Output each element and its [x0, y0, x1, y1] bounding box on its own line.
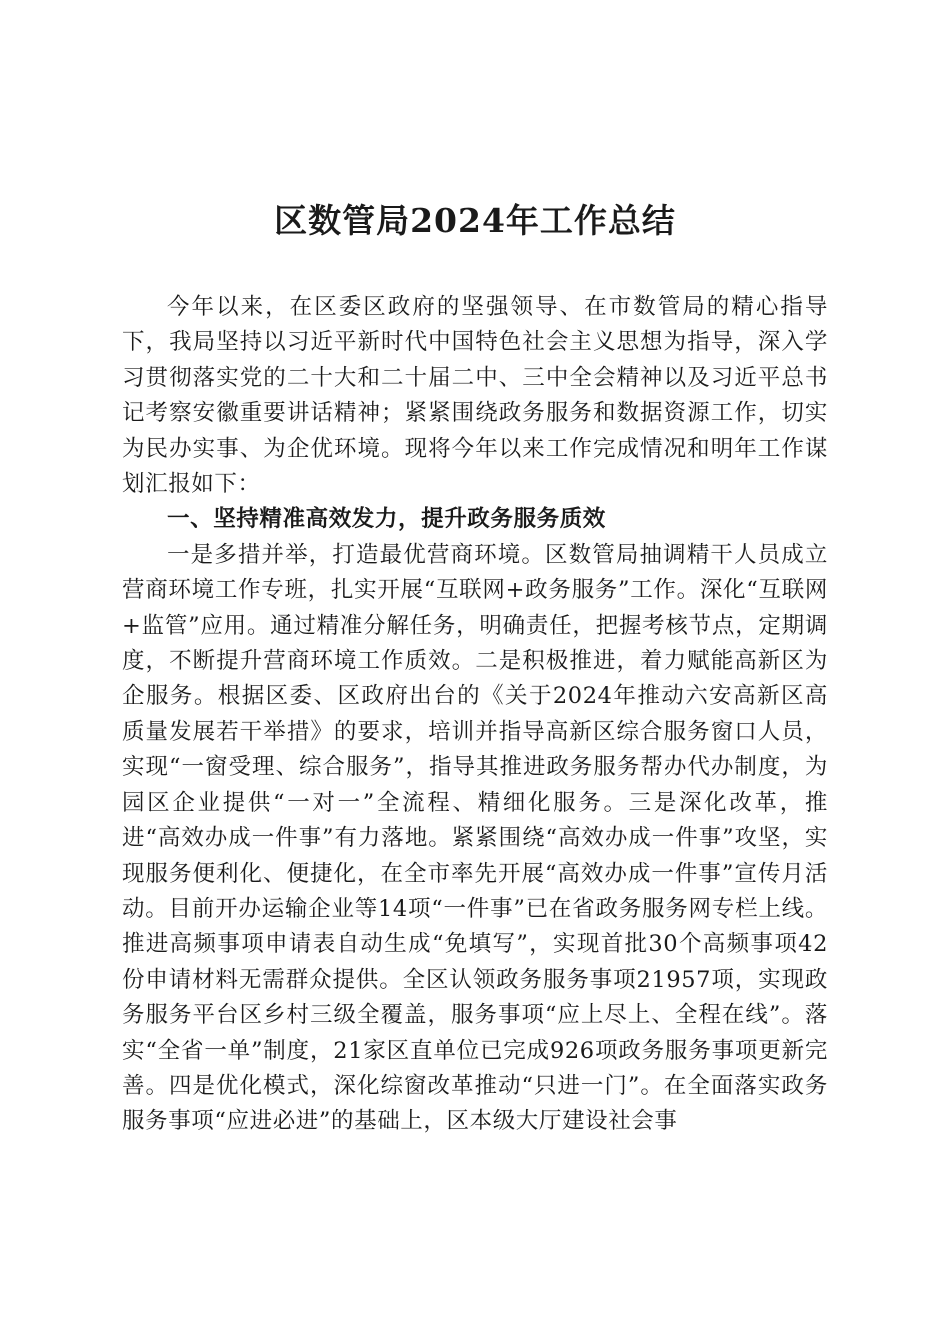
- document-body: [122, 290, 828, 1140]
- document-title: 区数管局2024年工作总结: [274, 201, 676, 240]
- section-heading: 一、坚持精准高效发力，提升政务服务质效: [167, 506, 606, 533]
- section-paragraph: 一是多措并举，打造最优营商环境。区数管局抽调精干人员成立营商环境工作专班，扎实开展“互联网+政务服务”工作。深化“互联网+监管”应用。通过精准分解任务，明确责任，把握考核节点，定期调度，不断提升营商环境工作质效。二是积极推进，着力赋能高新区为企服务。根据区委、区政府出台的《关于2024年推动六安高新区高质量发展若干举措》的要求，培训并指导高新区综合服务窗口人员，实现“一窗受理、综合服务”，指导其推进政务服务帮办代办制度，为园区企业提供“一对一”全流程、精细化服务。三是深化改革，推进“高效办成一件事”有力落地。紧紧围绕“高效办成一件事”攻坚，实现服务便利化、便捷化，在全市率先开展“高效办成一件事”宣传月活动。目前开办运输企业等14项“一件事”已在省政务服务网专栏上线。推进高频事项申请表自动生成“免填写”，实现首批30个高频事项42份申请材料无需群众提供。全区认领政务服务事项21957项，实现政务服务平台区乡村三级全覆盖，服务事项“应上尽上、全程在线”。落实“全省一单”制度，21家区直单位已完成926项政务服务事项更新完善。四是优化模式，深化综窗改革推动“只进一门”。在全面落实政务服务事项“应进必进”的基础上，区本级大厅建设社会事: [122, 541, 828, 1135]
- intro-paragraph: 今年以来，在区委区政府的坚强领导、在市数管局的精心指导下，我局坚持以习近平新时代中国特色社会主义思想为指导，深入学习贯彻落实党的二十大和二十届二中、三中全会精神以及习近平总书记考察安徽重要讲话精神；紧紧围绕政务服务和数据资源工作，切实为民办实事、为企优环境。现将今年以来工作完成情况和明年工作谋划汇报如下：: [122, 294, 828, 498]
